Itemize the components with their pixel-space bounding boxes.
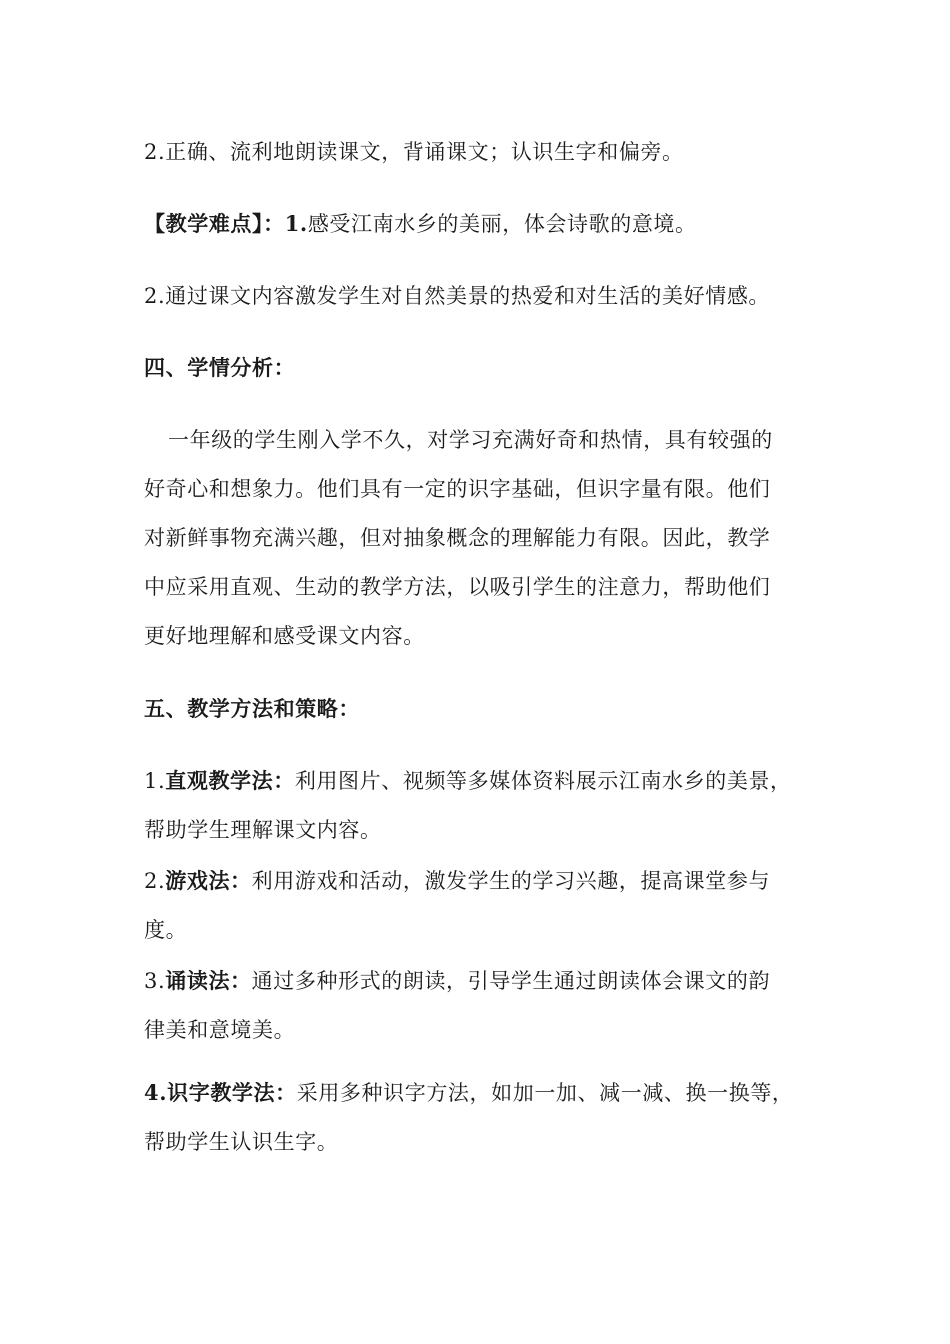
method-4-text: 采用多种识字方法，如加一加、减一减、换一换等，	[296, 1081, 794, 1105]
difficulty-item-1-number: 1.	[284, 211, 308, 236]
method-4-continuation: 帮助学生认识生字。	[144, 1130, 339, 1154]
difficulty-item-1-text: 感受江南水乡的美丽，体会诗歌的意境。	[307, 212, 697, 236]
difficulty-item-2: 2.通过课文内容激发学生对自然美景的热爱和对生活的美好情感。	[144, 284, 771, 308]
method-2-line	[144, 866, 770, 896]
section-4-paragraph-line: 更好地理解和感受课文内容。	[144, 624, 425, 648]
method-1-number: 1.	[144, 769, 166, 793]
difficulty-line-1	[144, 209, 697, 239]
method-1-label: 直观教学法：	[165, 768, 295, 793]
method-2-label: 游戏法：	[165, 868, 252, 893]
section-4-paragraph-line: 中应采用直观、生动的教学方法，以吸引学生的注意力，帮助他们	[144, 575, 771, 599]
method-2-continuation: 度。	[144, 918, 188, 942]
method-2-text: 利用游戏和活动，激发学生的学习兴趣，提高课堂参与	[251, 869, 771, 893]
difficulty-label: 【教学难点】：	[144, 211, 285, 236]
method-1-continuation: 帮助学生理解课文内容。	[144, 818, 382, 842]
section-5-heading: 五、教学方法和策略：	[144, 696, 360, 721]
section-4-paragraph-line: 一年级的学生刚入学不久，对学习充满好奇和热情，具有较强的	[168, 428, 773, 452]
objectives-item-2: 2.正确、流利地朗读课文，背诵课文；认识生字和偏旁。	[144, 140, 684, 164]
method-3-line	[144, 966, 770, 996]
section-4-heading: 四、学情分析：	[144, 355, 296, 380]
section-4-paragraph-line: 对新鲜事物充满兴趣，但对抽象概念的理解能力有限。因此，教学	[144, 526, 771, 550]
method-1-text: 利用图片、视频等多媒体资料展示江南水乡的美景，	[294, 769, 792, 793]
method-1-line	[144, 766, 792, 796]
method-4-line	[144, 1078, 794, 1108]
method-4-label: 4.识字教学法：	[144, 1080, 297, 1105]
method-3-label: 诵读法：	[165, 968, 252, 993]
method-3-text: 通过多种形式的朗读，引导学生通过朗读体会课文的韵	[251, 969, 771, 993]
method-3-number: 3.	[144, 969, 166, 993]
section-4-paragraph-line: 好奇心和想象力。他们具有一定的识字基础，但识字量有限。他们	[144, 477, 771, 501]
method-3-continuation: 律美和意境美。	[144, 1018, 296, 1042]
method-2-number: 2.	[144, 869, 166, 893]
